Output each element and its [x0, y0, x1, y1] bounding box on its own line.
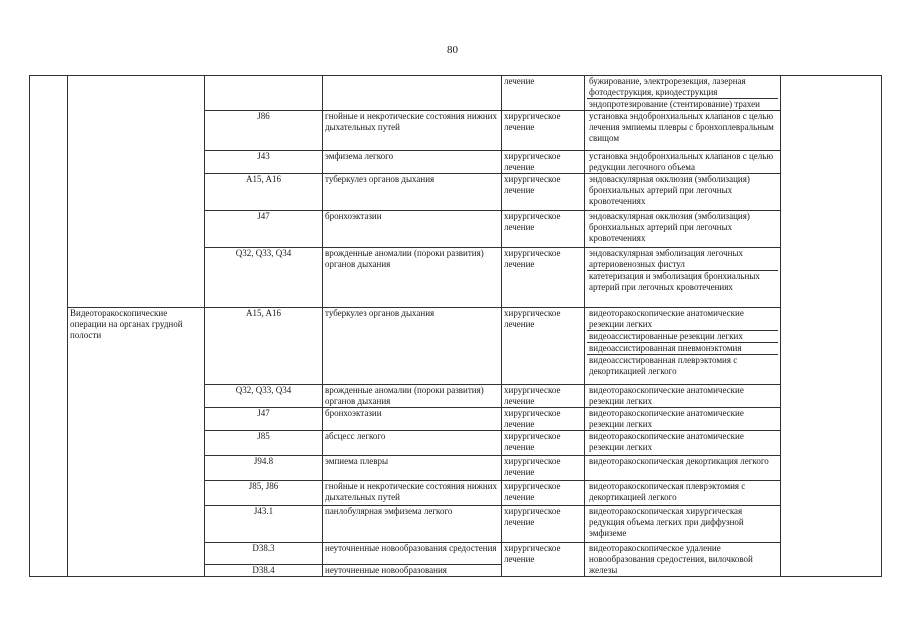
page-number: 80 — [447, 44, 458, 56]
treatment-type-cell: хирургическое лечение — [502, 174, 585, 211]
method-item: видеоассистированная пневмонэктомия — [587, 342, 778, 354]
index-column-cell — [30, 76, 68, 577]
icd-codes-cell: D38.4 — [205, 565, 323, 577]
method-item: бужирование, электрорезекция, лазерная фотодеструкция, криодеструкция — [589, 76, 746, 97]
table-row — [30, 76, 882, 111]
methods-cell — [585, 506, 781, 543]
icd-codes-cell: J43 — [205, 151, 323, 174]
methods-cell — [585, 174, 781, 211]
icd-codes-cell: J86 — [205, 111, 323, 151]
condition-cell: гнойные и некротические состояния нижних дыхательных путей — [323, 481, 502, 506]
condition-cell: бронхоэктазии — [323, 211, 502, 248]
condition-cell: неуточненные новообразования — [323, 565, 502, 577]
condition-cell: неуточненные новообразования средостения — [323, 543, 502, 565]
icd-codes-cell: A15, A16 — [205, 308, 323, 385]
treatment-type-cell: хирургическое лечение — [502, 408, 585, 431]
icd-codes-cell: D38.3 — [205, 543, 323, 565]
treatment-type-cell: лечение — [502, 76, 585, 111]
icd-codes-cell — [205, 76, 323, 111]
condition-cell: эмпиема плевры — [323, 456, 502, 481]
condition-cell: бронхоэктазии — [323, 408, 502, 431]
methods-cell — [585, 456, 781, 481]
methods-cell — [585, 408, 781, 431]
condition-cell: абсцесс легкого — [323, 431, 502, 456]
group-name-cell: Видеоторакоскопические операции на органах грудной полости — [68, 308, 205, 577]
treatment-type-cell: хирургическое лечение — [502, 111, 585, 151]
icd-codes-cell: J47 — [205, 408, 323, 431]
condition-cell: туберкулез органов дыхания — [323, 174, 502, 211]
methods-cell — [585, 308, 781, 385]
treatment-type-cell: хирургическое лечение — [502, 385, 585, 408]
methods-cell — [585, 76, 781, 111]
procedures-table — [29, 75, 882, 577]
condition-cell — [323, 76, 502, 111]
method-item: видеоторакоскопическая плеврэктомия с декортикацией легкого — [589, 481, 746, 502]
treatment-type-cell: хирургическое лечение — [502, 248, 585, 308]
methods-cell — [585, 211, 781, 248]
table-row — [30, 308, 882, 385]
condition-cell: врожденные аномалии (пороки развития) органов дыхания — [323, 385, 502, 408]
methods-cell — [585, 151, 781, 174]
icd-codes-cell: J85, J86 — [205, 481, 323, 506]
procedures-table-body — [30, 76, 882, 577]
method-item: видеоторакоскопические анатомические резекции легких — [589, 431, 744, 452]
icd-codes-cell: J47 — [205, 211, 323, 248]
treatment-type-cell: хирургическое лечение — [502, 151, 585, 174]
icd-codes-cell: J43.1 — [205, 506, 323, 543]
methods-cell — [585, 385, 781, 408]
group-name-cell — [68, 76, 205, 308]
method-item: эндоваскулярная эмболизация легочных артериовенозных фистул — [589, 248, 743, 269]
condition-cell: эмфизема легкого — [323, 151, 502, 174]
method-item: установка эндобронхиальных клапанов с целью лечения эмпиемы плевры с бронхоплевральным свищом — [589, 111, 774, 143]
method-item: эндоваскулярная окклюзия (эмболизация) бронхиальных артерий при легочных кровотечениях — [589, 174, 750, 206]
condition-cell: врожденные аномалии (пороки развития) органов дыхания — [323, 248, 502, 308]
icd-codes-cell: J85 — [205, 431, 323, 456]
treatment-type-cell: хирургическое лечение — [502, 481, 585, 506]
methods-cell — [585, 543, 781, 577]
method-item: видеоассистированные резекции легких — [587, 330, 778, 342]
treatment-type-cell: хирургическое лечение — [502, 431, 585, 456]
methods-cell — [585, 248, 781, 308]
treatment-type-cell: хирургическое лечение — [502, 543, 585, 577]
icd-codes-cell: Q32, Q33, Q34 — [205, 248, 323, 308]
icd-codes-cell: J94.8 — [205, 456, 323, 481]
method-item: видеоторакоскопическое удаление новообразования средостения, вилочковой железы — [589, 543, 753, 575]
notes-column-cell — [781, 76, 882, 577]
methods-cell — [585, 481, 781, 506]
condition-cell: панлобулярная эмфизема легкого — [323, 506, 502, 543]
method-item: видеоторакоскопическая хирургическая редукция объема легких при диффузной эмфиземе — [589, 506, 744, 538]
method-item: установка эндобронхиальных клапанов с целью редукции легочного объема — [589, 151, 774, 172]
method-item: катетеризация и эмболизация бронхиальных артерий при легочных кровотечениях — [587, 270, 778, 293]
icd-codes-cell: A15, A16 — [205, 174, 323, 211]
condition-cell: гнойные и некротические состояния нижних дыхательных путей — [323, 111, 502, 151]
method-item: видеоторакоскопические анатомические резекции легких — [589, 408, 744, 429]
condition-cell: туберкулез органов дыхания — [323, 308, 502, 385]
method-item: видеоторакоскопические анатомические резекции легких — [589, 308, 744, 329]
method-item: видеоторакоскопическая декортикация легкого — [589, 456, 769, 466]
methods-cell — [585, 111, 781, 151]
method-item: эндоваскулярная окклюзия (эмболизация) бронхиальных артерий при легочных кровотечениях — [589, 211, 750, 243]
treatment-type-cell: хирургическое лечение — [502, 211, 585, 248]
methods-cell — [585, 431, 781, 456]
method-item: видеоассистированная плеврэктомия с декортикацией легкого — [587, 354, 778, 377]
icd-codes-cell: Q32, Q33, Q34 — [205, 385, 323, 408]
treatment-type-cell: хирургическое лечение — [502, 456, 585, 481]
treatment-type-cell: хирургическое лечение — [502, 308, 585, 385]
treatment-type-cell: хирургическое лечение — [502, 506, 585, 543]
method-item: видеоторакоскопические анатомические резекции легких — [589, 385, 744, 406]
method-item: эндопротезирование (стентирование) трахеи — [587, 98, 778, 110]
